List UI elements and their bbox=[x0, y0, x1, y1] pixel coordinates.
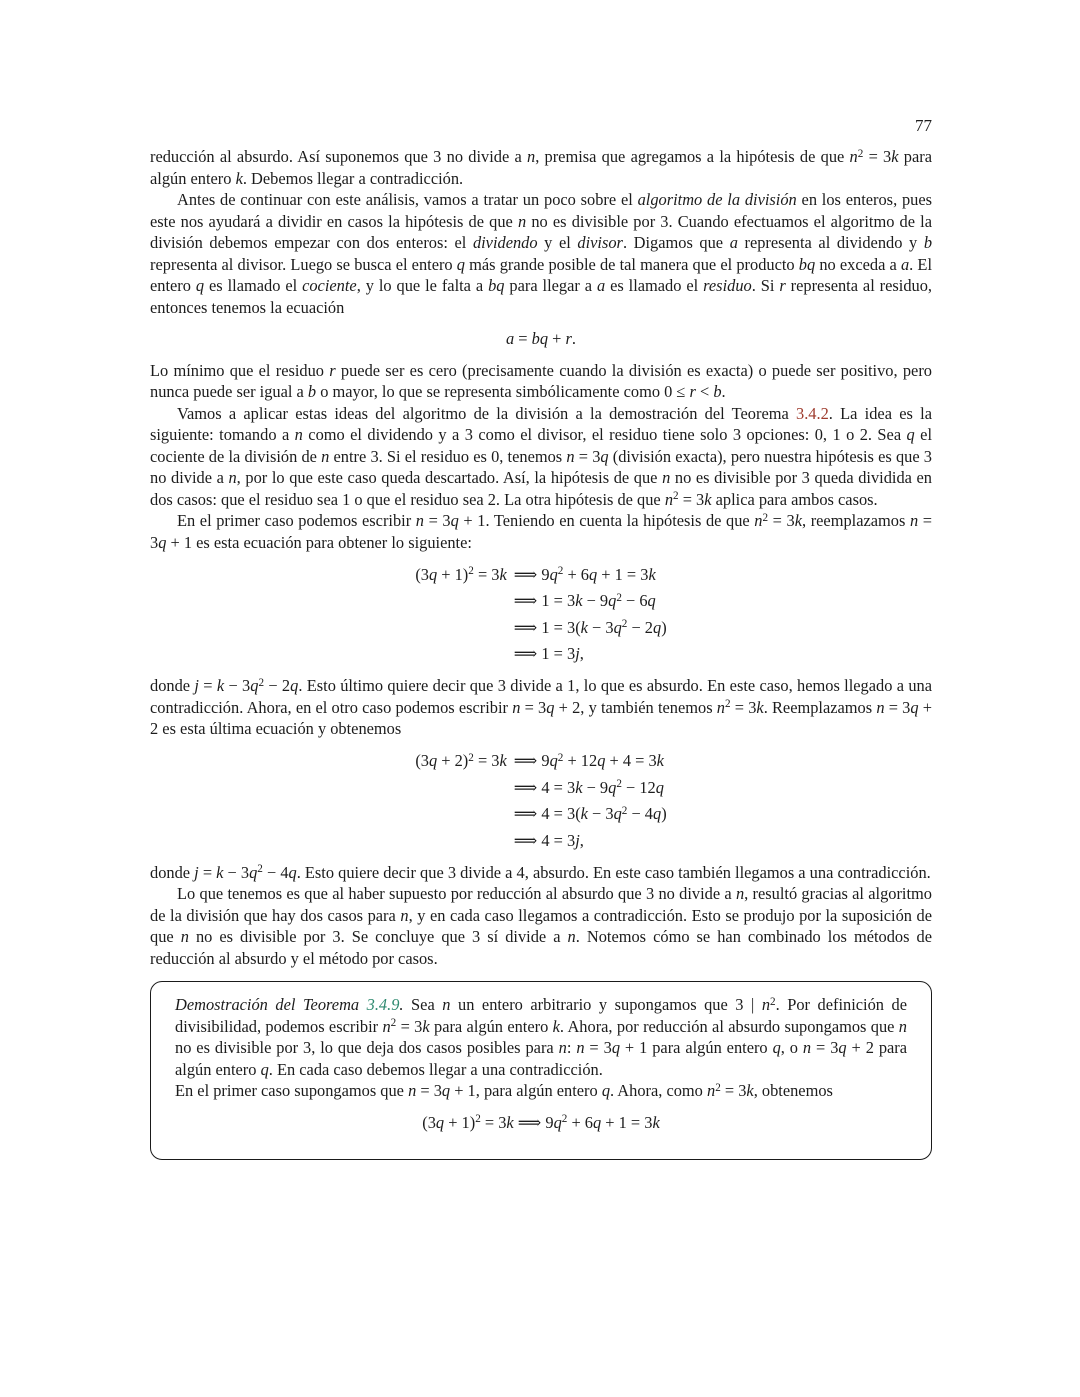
italic-text: n bbox=[566, 446, 575, 466]
italic-text: divisor bbox=[577, 233, 623, 252]
italic-text: q bbox=[456, 254, 465, 274]
equation-lhs bbox=[415, 774, 513, 801]
italic-text: q bbox=[600, 446, 609, 466]
italic-text: q bbox=[608, 777, 617, 797]
italic-text: q bbox=[546, 697, 555, 717]
equation-row bbox=[415, 748, 666, 775]
equation-lhs bbox=[415, 641, 513, 668]
italic-text: n bbox=[526, 147, 536, 166]
italic-text: q bbox=[428, 751, 438, 770]
italic-text: bq bbox=[488, 276, 505, 295]
italic-text: n bbox=[400, 905, 409, 925]
italic-text: n bbox=[382, 1016, 391, 1036]
superscript: 2 bbox=[468, 751, 474, 764]
italic-text: q bbox=[158, 532, 167, 552]
italic-text: a bbox=[729, 233, 738, 252]
superscript: 2 bbox=[557, 751, 564, 764]
italic-text: q bbox=[906, 425, 915, 444]
equation-lhs: $(3q + 1)^2 = 3k$ bbox=[415, 564, 507, 584]
superscript: 2 bbox=[857, 147, 864, 160]
italic-text: j bbox=[194, 676, 199, 695]
italic-text: k bbox=[704, 489, 712, 509]
equation-rhs: ⟹ 1 = 3j, bbox=[513, 644, 584, 663]
proof-box bbox=[150, 981, 932, 1160]
italic-text: Demostración del Teorema bbox=[175, 995, 367, 1014]
italic-text: k bbox=[422, 1016, 430, 1036]
page-number: 77 bbox=[915, 116, 932, 135]
italic-text: k bbox=[499, 564, 507, 584]
italic-text: n bbox=[662, 468, 671, 487]
equation-lhs bbox=[415, 827, 513, 854]
italic-text: n bbox=[735, 884, 745, 903]
italic-text: algoritmo de la división bbox=[637, 190, 797, 209]
italic-text: q bbox=[653, 804, 662, 823]
italic-text: n bbox=[909, 511, 919, 530]
italic-text: q bbox=[549, 564, 558, 584]
italic-text: q bbox=[553, 1112, 562, 1132]
italic-text: bq bbox=[798, 254, 816, 274]
paragraph: Demostración del Teorema 3.4.9. Sea n un entero arbitrario y supongamos que 3 | $n^2$. Por definición de divisibilidad, podemos escribir $n^2 = 3k$ para algún entero k. Ahora, por reducción al absurdo supongamos que n no es divisible por 3, lo que deja dos casos posibles para n: n = 3q + 1 para algún entero q, o n = 3q + 2 para algún entero q. En cada caso debemos llegar a una contradicción. bbox=[175, 995, 908, 1079]
superscript: 2 bbox=[715, 1081, 721, 1094]
superscript: 2 bbox=[390, 1017, 397, 1030]
italic-text: n bbox=[876, 697, 885, 717]
italic-text: k bbox=[580, 617, 588, 637]
superscript: 2 bbox=[621, 618, 628, 631]
italic-text: q bbox=[838, 1038, 847, 1057]
italic-text: q bbox=[653, 617, 662, 637]
equation-rhs: ⟹ $1 = 3(k - 3q^2 - 2q)$ bbox=[513, 617, 667, 637]
italic-text: n bbox=[567, 927, 576, 946]
italic-text: n bbox=[408, 1081, 417, 1100]
italic-text: q bbox=[195, 276, 205, 295]
italic-text: q bbox=[588, 564, 598, 584]
italic-text: k bbox=[499, 751, 507, 770]
italic-text: n bbox=[512, 697, 521, 717]
page-content bbox=[150, 146, 932, 1160]
paragraph: Lo que tenemos es que al haber supuesto por reducción al absurdo que 3 no divide a n, resultó gracias al algoritmo de la división que hay dos casos para n, y en cada caso llegamos a contradicción. Esto se produjo por la suposición de que n no es divisible por 3. Se concluye que 3 sí divide a n. Notemos cómo se han combinado los métodos de reducción al absurdo y el método por casos. bbox=[150, 884, 932, 968]
italic-text: j bbox=[575, 830, 580, 850]
italic-text: n bbox=[849, 147, 858, 166]
italic-text: q bbox=[288, 862, 297, 882]
equation-row bbox=[415, 641, 666, 668]
display-equation: a = bq + r. bbox=[506, 329, 576, 348]
italic-text: cociente bbox=[302, 276, 357, 295]
superscript: 2 bbox=[475, 1113, 481, 1126]
italic-text: q bbox=[428, 564, 438, 584]
italic-text: n bbox=[442, 995, 451, 1014]
italic-text: q bbox=[249, 862, 258, 882]
superscript: 2 bbox=[616, 591, 622, 604]
equation-rhs: ⟹ $9q^2 + 12q + 4 = 3k$ bbox=[513, 751, 664, 770]
italic-text: r bbox=[689, 382, 696, 401]
equation-row bbox=[415, 827, 666, 854]
superscript: 2 bbox=[724, 698, 731, 711]
italic-text: q bbox=[611, 1038, 621, 1057]
italic-text: n bbox=[558, 1038, 567, 1057]
paragraph: donde $j = k - 3q^2 - 2q$. Esto último quiere decir que 3 divide a 1, lo que es absurdo. En este caso, hemos llegado a una contradicción. Ahora, en el otro caso podemos escribir n = 3q + 2, y también tenemos $n^2 = 3k$. Reemplazamos n = 3q + 2 es esta última ecuación y obtenemos bbox=[150, 676, 933, 738]
italic-text: k bbox=[235, 168, 243, 188]
italic-text: k bbox=[580, 804, 588, 823]
theorem-ref[interactable]: 3.4.9 bbox=[366, 995, 400, 1014]
italic-text: n bbox=[518, 211, 527, 231]
italic-text: q bbox=[597, 751, 606, 770]
italic-text: q bbox=[593, 1112, 602, 1132]
italic-text: q bbox=[608, 591, 617, 610]
italic-text: n bbox=[294, 425, 303, 444]
italic-text: k bbox=[552, 1016, 560, 1036]
aligned-equations bbox=[415, 748, 666, 854]
equation-row bbox=[415, 614, 666, 641]
italic-text: r bbox=[329, 360, 336, 380]
italic-text: q bbox=[441, 1081, 451, 1100]
italic-text: n bbox=[321, 446, 330, 466]
italic-text: n bbox=[898, 1016, 907, 1036]
superscript: 2 bbox=[770, 995, 776, 1008]
equation-rhs: ⟹ $1 = 3k - 9q^2 - 6q$ bbox=[513, 591, 656, 610]
italic-text: n bbox=[664, 489, 674, 509]
paragraph: donde $j = k - 3q^2 - 4q$. Esto quiere decir que 3 divide a 4, absurdo. En este caso también llegamos a una contradicción. bbox=[150, 862, 931, 882]
italic-text: dividendo bbox=[472, 233, 538, 252]
italic-text: k bbox=[575, 777, 583, 797]
italic-text: k bbox=[756, 697, 764, 717]
italic-text: q bbox=[910, 697, 919, 717]
superscript: 2 bbox=[762, 511, 769, 524]
equation-row bbox=[415, 561, 666, 588]
italic-text: k bbox=[216, 862, 224, 882]
italic-text: j bbox=[575, 644, 580, 663]
italic-text: b bbox=[923, 233, 933, 252]
italic-text: residuo bbox=[703, 276, 752, 295]
italic-text: n bbox=[180, 927, 189, 946]
italic-text: r bbox=[779, 276, 786, 295]
italic-text: k bbox=[891, 147, 899, 166]
equation-lhs: $(3q + 2)^2 = 3k$ bbox=[415, 751, 507, 770]
superscript: 2 bbox=[258, 676, 265, 689]
italic-text: q bbox=[549, 751, 558, 770]
paragraph: En el primer caso supongamos que n = 3q + 1, para algún entero q. Ahora, como $n^2 = 3k$, obtenemos bbox=[175, 1081, 833, 1100]
paragraph: Vamos a aplicar estas ideas del algoritmo de la división a la demostración del Teorema 3.4.2. La idea es la siguiente: tomando a n como el dividendo y a 3 como el divisor, el residuo tiene solo 3 opciones: 0, 1 o 2. Sea q el cociente de la división de n entre 3. Si el residuo es 0, tenemos n = 3q (división exacta), pero nuestra hipótesis es que 3 no divide a n, por lo que este caso queda descartado. Así, la hipótesis de que n no es divisible por 3 queda dividida en dos casos: que el residuo sea 1 o que el residuo sea 2. La otra hipótesis de que $n^2 = 3k$ aplica para ambos casos. bbox=[150, 403, 933, 509]
italic-text: q bbox=[772, 1038, 781, 1057]
italic-text: q bbox=[290, 676, 299, 695]
italic-text: a bbox=[900, 254, 910, 274]
italic-text: k bbox=[794, 511, 802, 530]
italic-text: k bbox=[506, 1112, 514, 1132]
equation-rhs: ⟹ $9q^2 + 6q + 1 = 3k$ bbox=[513, 564, 656, 584]
italic-text: k bbox=[656, 751, 664, 770]
italic-text: n bbox=[706, 1081, 716, 1100]
italic-text: q bbox=[647, 591, 656, 610]
italic-text: q bbox=[601, 1081, 611, 1100]
equation-row bbox=[415, 588, 666, 615]
italic-text: q bbox=[435, 1112, 445, 1132]
equation-rhs: ⟹ $4 = 3k - 9q^2 - 12q$ bbox=[513, 777, 664, 797]
superscript: 2 bbox=[468, 565, 474, 578]
equation-lhs bbox=[415, 614, 513, 641]
theorem-ref[interactable]: 3.4.2 bbox=[796, 403, 829, 423]
italic-text: q bbox=[613, 617, 622, 637]
italic-text: n bbox=[576, 1038, 585, 1057]
equation-lhs bbox=[415, 801, 513, 828]
equation-row bbox=[415, 801, 666, 828]
equation-row bbox=[415, 774, 666, 801]
superscript: 2 bbox=[257, 863, 263, 876]
italic-text: n bbox=[228, 468, 237, 487]
equation-rhs: ⟹ 4 = 3j, bbox=[513, 830, 584, 850]
italic-text: n bbox=[415, 511, 424, 530]
equation-rhs: ⟹ $4 = 3(k - 3q^2 - 4q)$ bbox=[513, 804, 667, 823]
superscript: 2 bbox=[561, 1113, 568, 1126]
italic-text: b bbox=[713, 382, 722, 401]
italic-text: j bbox=[194, 862, 199, 882]
paragraph: Antes de continuar con este análisis, vamos a tratar un poco sobre el algoritmo de la división en los enteros, pues este nos ayudará a dividir en casos la hipótesis de que n no es divisible por 3. Cuando efectuamos el algoritmo de la división debemos empezar con dos enteros: el dividendo y el divisor. Digamos que a representa al dividendo y b representa al divisor. Luego se busca el entero q más grande posible de tal manera que el producto bq no exceda a a. El entero q es llamado el cociente, y lo que le falta a bq para llegar a a es llamado el residuo. Si r representa al residuo, entonces tenemos la ecuación bbox=[150, 190, 933, 317]
paragraph: En el primer caso podemos escribir n = 3q + 1. Teniendo en cuenta la hipótesis de que $n^2 = 3k$, reemplazamos n = 3q + 1 es esta ecuación para obtener lo siguiente: bbox=[150, 511, 932, 552]
italic-text: . bbox=[399, 995, 404, 1014]
superscript: 2 bbox=[673, 490, 679, 503]
italic-text: n bbox=[754, 511, 763, 530]
italic-text: k bbox=[746, 1081, 754, 1100]
italic-text: n bbox=[716, 697, 725, 717]
italic-text: q bbox=[655, 777, 664, 797]
italic-text: a bbox=[506, 329, 515, 348]
paragraph: reducción al absurdo. Así suponemos que 3 no divide a n, premisa que agregamos a la hipótesis de que $n^2 = 3k$ para algún entero k. Debemos llegar a contradicción. bbox=[150, 147, 932, 188]
superscript: 2 bbox=[616, 778, 622, 791]
italic-text: bq bbox=[531, 329, 549, 348]
italic-text: q bbox=[260, 1059, 269, 1079]
paragraph: Lo mínimo que el residuo r puede ser es cero (precisamente cuando la división es exacta) o puede ser positivo, pero nunca puede ser igual a b o mayor, lo que se representa simbólicamente como 0 ≤ r < b. bbox=[150, 360, 932, 401]
italic-text: k bbox=[575, 591, 583, 610]
italic-text: q bbox=[250, 676, 259, 695]
superscript: 2 bbox=[621, 804, 628, 817]
italic-text: a bbox=[596, 276, 606, 295]
equation-lhs bbox=[415, 588, 513, 615]
aligned-equations bbox=[415, 561, 666, 667]
italic-text: n bbox=[802, 1038, 812, 1057]
italic-text: q bbox=[450, 511, 459, 530]
display-equation: $(3q + 1)^2 = 3k$ ⟹ $9q^2 + 6q + 1 = 3k$ bbox=[422, 1112, 660, 1132]
italic-text: k bbox=[216, 676, 225, 695]
superscript: 2 bbox=[557, 565, 564, 578]
italic-text: b bbox=[307, 382, 317, 401]
italic-text: n bbox=[761, 995, 771, 1014]
italic-text: k bbox=[652, 1112, 660, 1132]
italic-text: r bbox=[565, 329, 572, 348]
italic-text: k bbox=[648, 564, 656, 584]
italic-text: q bbox=[613, 804, 622, 823]
